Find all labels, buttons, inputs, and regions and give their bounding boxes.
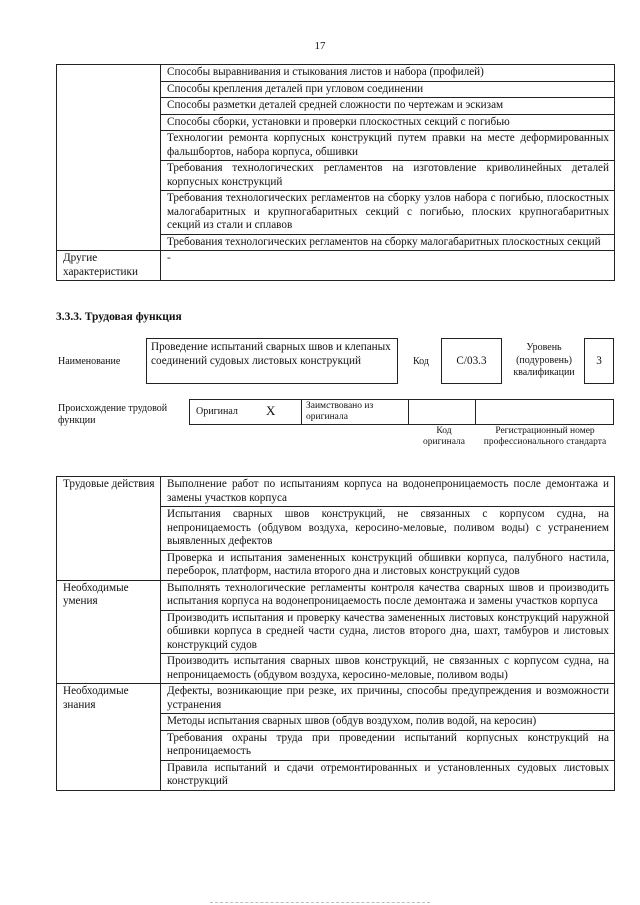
knowledge-item: Методы испытания сварных швов (обдув воздухом, полив водой, на керосин) [161,714,615,731]
table-row [57,477,615,507]
skill-item: Производить испытания сварных швов конструкций, не связанных с корпусом судна, на непроницаемость (обдувом воздуха, керосино-меловые, поливом воды) [161,654,615,684]
name-label: Наименование [58,356,121,367]
qualification-level-box: 3 [584,338,614,384]
knowledge-item: Правила испытаний и сдачи отремонтированных и установленных судовых листовых конструкций [161,760,615,790]
knowledge-item: Требования технологических регламентов на сборку узлов набора с погибью, плоскостных малогабаритных и крупногабаритных секций с погибью, плоских крупногабаритных секций из стали и сплавов [161,191,615,235]
function-name-box: Проведение испытаний сварных швов и клепаных соединений судовых листовых конструкций [146,338,398,384]
group-label-required-skills: Необходимые умения [57,580,161,684]
knowledge-item: Способы разметки деталей средней сложности по чертежам и эскизам [161,98,615,115]
page-footer-divider [210,902,430,903]
table-cell-empty [57,65,161,251]
function-code-box: C/03.3 [441,338,502,384]
skill-item: Выполнять технологические регламенты контроля качества сварных швов и производить испытания корпуса на водонепроницаемость после демонтажа и замены участков корпуса [161,580,615,610]
origin-label: Происхождение трудовой функции [58,403,168,426]
knowledge-item: Требования технологических регламентов на сборку малогабаритных плоскостных секций [161,234,615,251]
knowledge-item: Требования охраны труда при проведении испытаний корпусных конструкций на непроницаемость [161,730,615,760]
knowledge-item: Способы сборки, установки и проверки плоскостных секций с погибью [161,114,615,131]
original-code-label: Код оригинала [423,426,465,447]
table-row [57,580,615,610]
original-label: Оригинал [196,406,238,417]
original-mark: X [266,403,276,418]
knowledge-item: Способы крепления деталей при угловом соединении [161,81,615,98]
table-row [57,65,615,82]
qualification-level-label: Уровень (подуровень) квалификации [513,342,575,378]
table-row [57,684,615,714]
other-characteristics-value: - [161,251,615,281]
page-number: 17 [314,40,326,52]
skill-item: Производить испытания и проверку качества замененных листовых конструкций наружной обшивки корпуса в средней части судна, листов второго дна, шахт, тамбуров и листовых конструкций судов [161,610,615,654]
registration-number-label: Регистрационный номер профессионального стандарта [483,426,607,447]
knowledge-item: Дефекты, возникающие при резке, их причины, способы предупреждения и возможности устранения [161,684,615,714]
knowledge-item: Требования технологических регламентов на изготовление криволинейных деталей корпусных конструкций [161,161,615,191]
knowledge-item: Способы выравнивания и стыкования листов и набора (профилей) [161,65,615,82]
original-code-cell [408,399,476,425]
original-cell [189,399,302,425]
labor-action-item: Испытания сварных швов конструкций, не связанных с корпусом судна, на непроницаемость (обдувом воздуха, керосино-меловые, поливом воды) с устранением выявленных дефектов [161,507,615,551]
registration-number-cell [475,399,614,425]
knowledge-item: Технологии ремонта корпусных конструкций путем правки на месте деформированных фальшбортов, набора корпуса, обшивки [161,131,615,161]
borrowed-cell: Заимствовано из оригинала [301,399,409,425]
group-label-labor-actions: Трудовые действия [57,477,161,581]
group-label-required-knowledge: Необходимые знания [57,684,161,791]
labor-action-item: Выполнение работ по испытаниям корпуса на водонепроницаемость после демонтажа и замены участков корпуса [161,477,615,507]
table-row [57,251,615,281]
labor-action-item: Проверка и испытания замененных конструкций обшивки корпуса, палубного настила, переборок, платформ, настила второго дна и листовых конструкций судов [161,550,615,580]
code-label: Код [413,356,429,367]
other-characteristics-label: Другие характеристики [57,251,161,281]
section-heading: 3.3.3. Трудовая функция [56,311,182,323]
labor-function-table [56,476,615,791]
knowledge-table-continued [56,64,615,281]
